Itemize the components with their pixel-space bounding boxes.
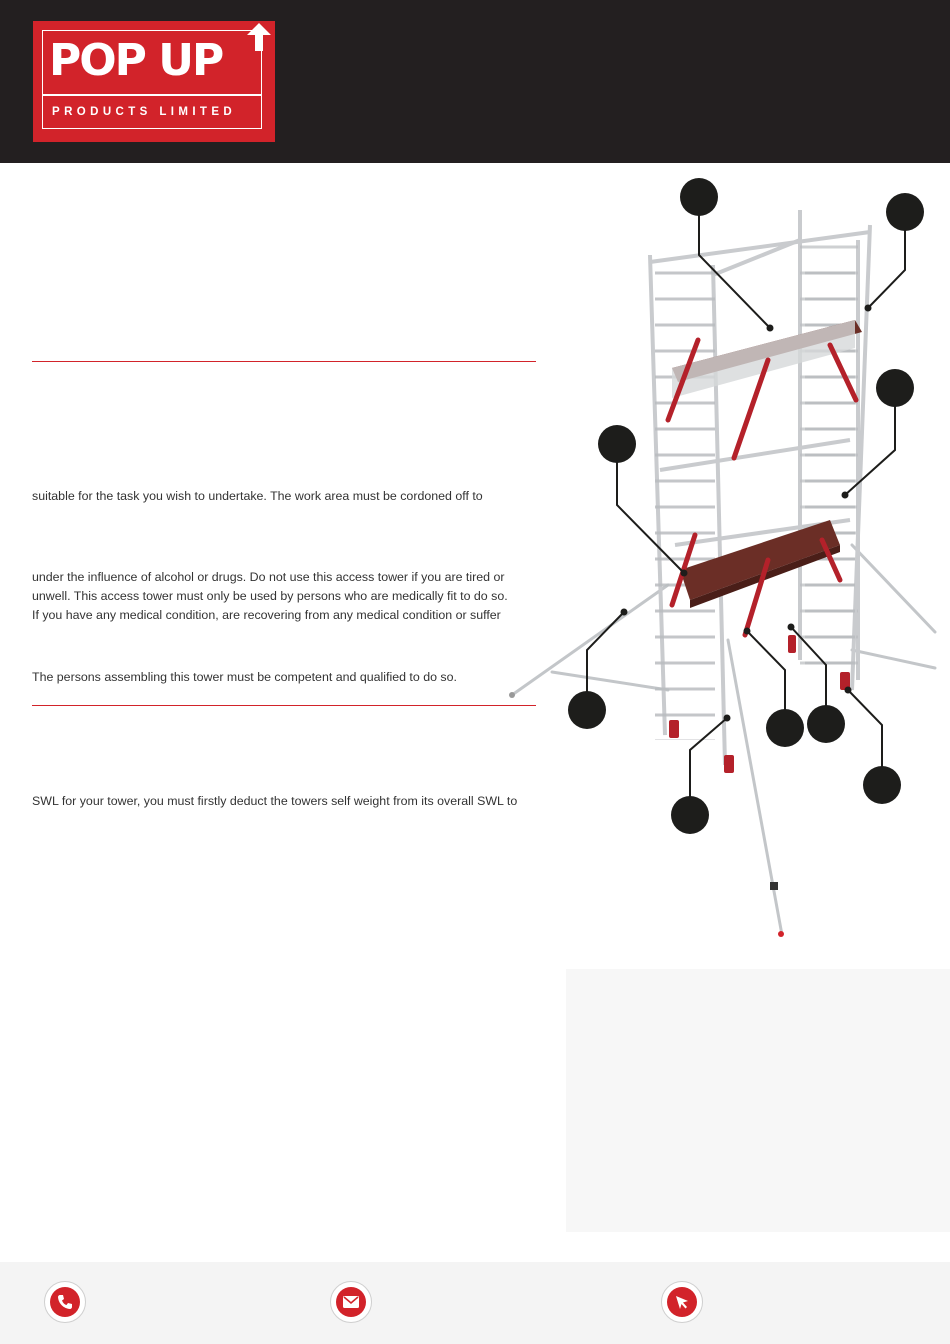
cursor-icon (674, 1294, 690, 1310)
body-text-line: unwell. This access tower must only be used by persons who are medically fit to do so. (32, 589, 508, 603)
header-bar (0, 0, 950, 163)
body-text-line: suitable for the task you wish to undertake. The work area must be cordoned off to (32, 489, 483, 503)
body-text-line: The persons assembling this tower must be competent and qualified to do so. (32, 670, 457, 684)
website-button[interactable] (661, 1281, 703, 1323)
tower-diagram (505, 170, 950, 945)
logo-wordmark: POP UP (49, 35, 223, 86)
email-icon (343, 1296, 359, 1308)
phone-icon (57, 1294, 73, 1310)
body-text-line: under the influence of alcohol or drugs. Do not use this access tower if you are tired or (32, 570, 505, 584)
section-divider (32, 705, 536, 706)
contact-footer (0, 1262, 950, 1344)
up-arrow-icon (247, 23, 271, 51)
section-divider (32, 361, 536, 362)
email-button[interactable] (330, 1281, 372, 1323)
phone-button[interactable] (44, 1281, 86, 1323)
info-panel (566, 969, 950, 1232)
brand-logo[interactable] (33, 21, 275, 142)
logo-divider (42, 94, 262, 96)
logo-tagline: PRODUCTS LIMITED (52, 106, 237, 118)
body-text-line: If you have any medical condition, are recovering from any medical condition or suffer (32, 608, 501, 622)
body-text-line: SWL for your tower, you must firstly deduct the towers self weight from its overall SWL to (32, 794, 518, 808)
